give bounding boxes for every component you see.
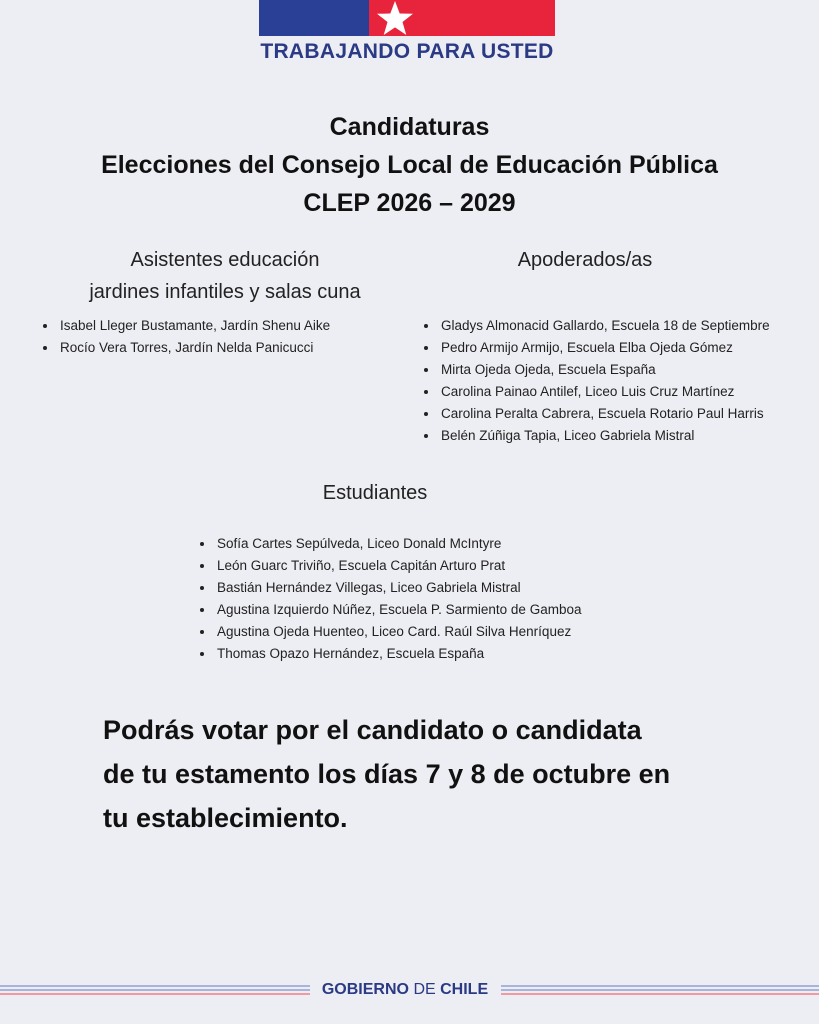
list-item: • Gladys Almonacid Gallardo, Escuela 18 de Septiembre [439, 315, 819, 337]
star-icon [375, 0, 415, 38]
footer-text-de: DE [413, 981, 436, 998]
footer-line-blue [501, 989, 819, 991]
asistentes-list [40, 315, 418, 359]
page-title [0, 108, 819, 222]
list-item: • Carolina Peralta Cabrera, Escuela Rotario Paul Harris [439, 403, 819, 425]
footer-logo-text [310, 981, 500, 999]
list-item: • Bastián Hernández Villegas, Liceo Gabriela Mistral [215, 577, 655, 599]
apoderados-heading [440, 244, 730, 276]
voting-notice-line-2: de tu estamento los días 7 y 8 de octubre en [103, 759, 671, 789]
asistentes-heading-line-2: jardines infantiles y salas cuna [89, 281, 361, 303]
list-item: • Agustina Ojeda Huenteo, Liceo Card. Raúl Silva Henríquez [215, 621, 655, 643]
footer-text-gobierno: GOBIERNO [321, 981, 409, 998]
footer-line-red [501, 993, 819, 995]
footer-text-chile: CHILE [440, 981, 489, 998]
list-item: • Carolina Painao Antilef, Liceo Luis Cruz Martínez [439, 381, 819, 403]
list-item: • Pedro Armijo Armijo, Escuela Elba Ojeda Gómez [439, 337, 819, 359]
list-item: • León Guarc Triviño, Escuela Capitán Arturo Prat [215, 555, 655, 577]
title-line-2: Elecciones del Consejo Local de Educación Pública [101, 151, 718, 179]
estudiantes-heading [250, 477, 500, 509]
apoderados-list [421, 315, 819, 447]
flag-blue-block [259, 0, 369, 36]
footer-line-red [0, 993, 310, 995]
list-item: • Agustina Izquierdo Núñez, Escuela P. Sarmiento de Gamboa [215, 599, 655, 621]
footer-lines-right [501, 985, 819, 999]
list-item: • Rocío Vera Torres, Jardín Nelda Panicucci [58, 337, 418, 359]
list-item: • Mirta Ojeda Ojeda, Escuela España [439, 359, 819, 381]
title-line-1: Candidaturas [329, 113, 490, 141]
footer-line-blue [0, 989, 310, 991]
asistentes-heading-line-1: Asistentes educación [130, 249, 320, 271]
estudiantes-list [197, 533, 655, 665]
list-item: • Isabel Lleger Bustamante, Jardín Shenu Aike [58, 315, 418, 337]
list-item: • Sofía Cartes Sepúlveda, Liceo Donald McIntyre [215, 533, 655, 555]
asistentes-heading [40, 244, 410, 308]
estudiantes-heading-text: Estudiantes [322, 482, 428, 504]
footer-line-blue [0, 985, 310, 987]
apoderados-heading-text: Apoderados/as [517, 249, 653, 271]
header-tagline: TRABAJANDO PARA USTED [260, 40, 554, 63]
list-item: • Thomas Opazo Hernández, Escuela España [215, 643, 655, 665]
title-line-3: CLEP 2026 – 2029 [303, 189, 516, 217]
list-item: • Belén Zúñiga Tapia, Liceo Gabriela Mistral [439, 425, 819, 447]
voting-notice [103, 708, 743, 840]
footer-lines-left [0, 985, 310, 999]
voting-notice-line-3: tu establecimiento. [103, 803, 348, 833]
voting-notice-line-1: Podrás votar por el candidato o candidata [103, 715, 642, 745]
footer-line-blue [501, 985, 819, 987]
